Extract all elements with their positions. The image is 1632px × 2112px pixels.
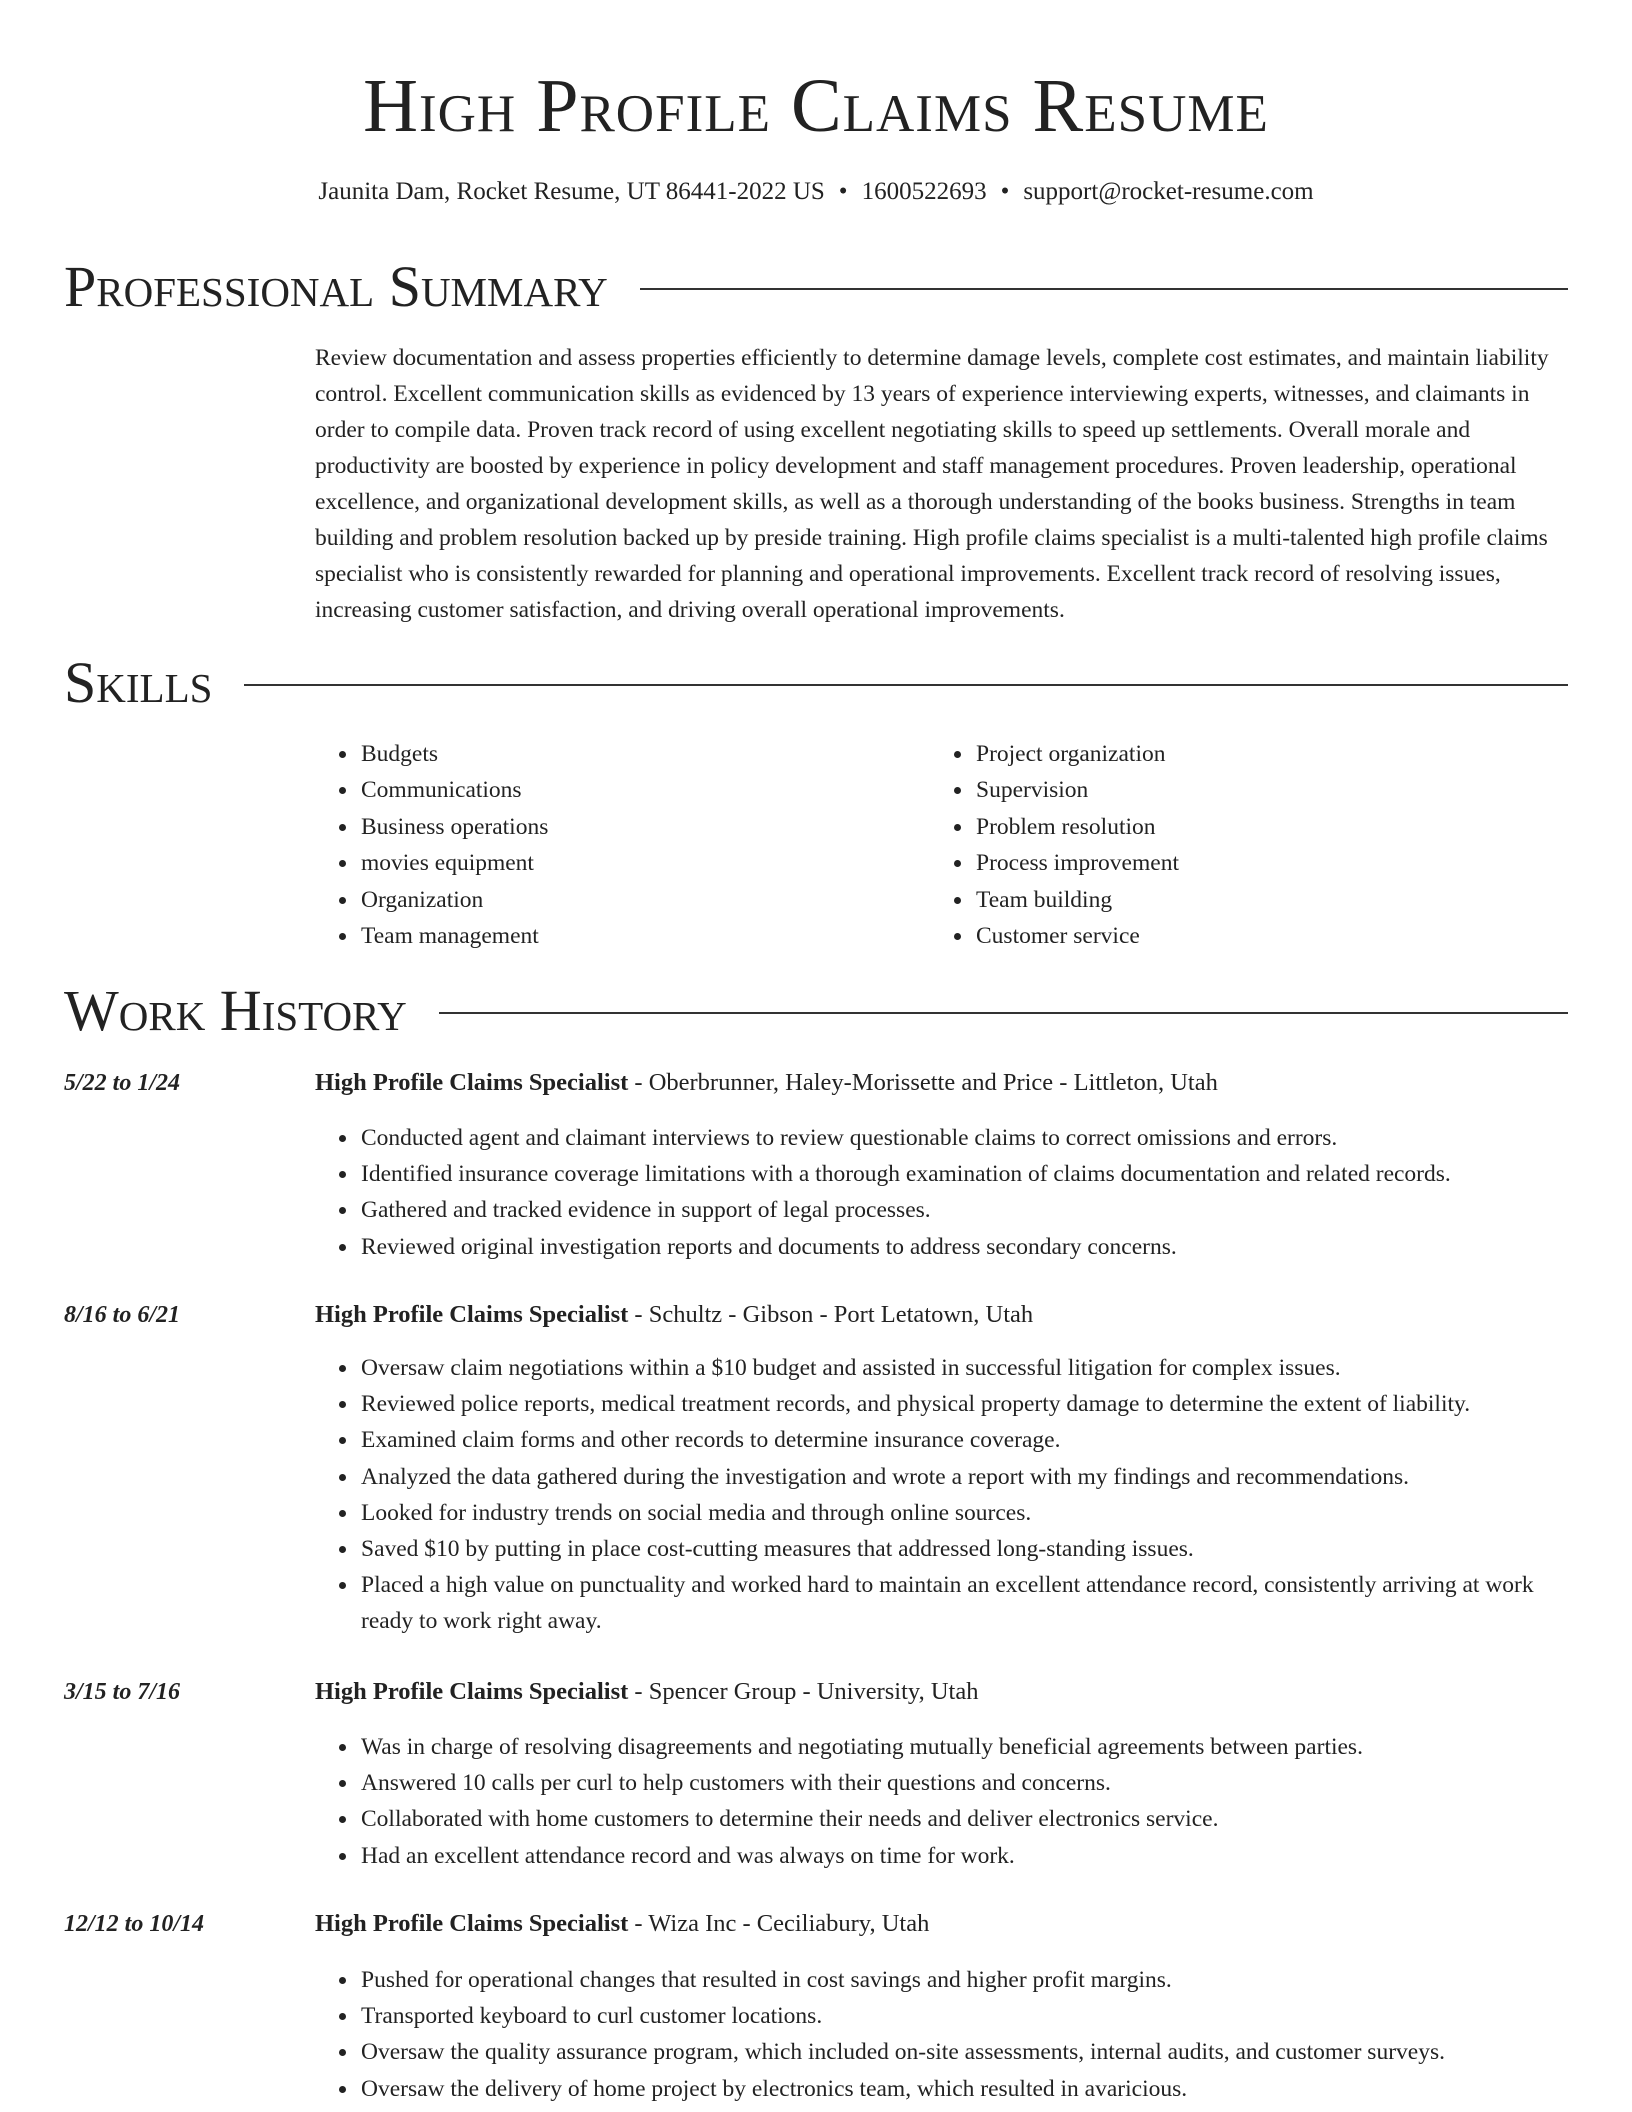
contact-phone[interactable]: 1600522693 xyxy=(861,178,987,205)
duty-item: • Oversaw the delivery of home project by electronics team, which resulted in avaricious. xyxy=(359,2071,1568,2107)
section-work-history xyxy=(64,978,1568,1044)
job-employer: - Wiza Inc - Ceciliabury, Utah xyxy=(628,1910,930,1937)
section-heading: Professional Summary xyxy=(64,254,608,319)
job-role: High Profile Claims Specialist xyxy=(315,1069,629,1096)
duty-item: • Transported keyboard to curl customer locations. xyxy=(359,1998,1568,2034)
job-title-line xyxy=(315,1298,1568,1332)
job-role: High Profile Claims Specialist xyxy=(315,1910,629,1937)
contact-line xyxy=(0,175,1632,209)
duty-item: • Had an excellent attendance record and was always on time for work. xyxy=(359,1838,1568,1874)
skill-item: • Team building xyxy=(974,882,1179,918)
job-duties xyxy=(315,1729,1568,1874)
skill-item: • Team management xyxy=(359,918,548,954)
skills-list-right xyxy=(930,736,1179,954)
job-duties xyxy=(315,1120,1568,1265)
skill-item: • movies equipment xyxy=(359,845,548,881)
job-dates: 12/12 to 10/14 xyxy=(64,1911,205,1937)
duty-item: • Collaborated with home customers to determine their needs and deliver electronics service. xyxy=(359,1801,1568,1837)
duty-item: • Oversaw claim negotiations within a $10 budget and assisted in successful litigation for complex issues. xyxy=(359,1350,1568,1386)
section-divider xyxy=(640,288,1568,290)
section-divider xyxy=(244,684,1568,686)
section-professional-summary xyxy=(64,254,1568,320)
skill-item: • Organization xyxy=(359,882,548,918)
skills-list-left xyxy=(315,736,548,954)
skill-item: • Process improvement xyxy=(974,845,1179,881)
skill-item: • Communications xyxy=(359,772,548,808)
job-role: High Profile Claims Specialist xyxy=(315,1678,629,1705)
job-duties xyxy=(315,1962,1568,2107)
job-employer: - Schultz - Gibson - Port Letatown, Utah xyxy=(628,1301,1034,1328)
job-title-line xyxy=(315,1675,1568,1709)
duty-item: • Examined claim forms and other records to determine insurance coverage. xyxy=(359,1422,1568,1458)
job-title-line xyxy=(315,1066,1568,1100)
duty-item: • Reviewed original investigation reports and documents to address secondary concerns. xyxy=(359,1229,1568,1265)
skill-item: • Supervision xyxy=(974,772,1179,808)
skill-item: • Budgets xyxy=(359,736,548,772)
contact-separator: • xyxy=(1000,178,1010,205)
skill-item: • Problem resolution xyxy=(974,809,1179,845)
section-skills xyxy=(64,650,1568,716)
duty-item: • Looked for industry trends on social media and through online sources. xyxy=(359,1495,1568,1531)
job-role: High Profile Claims Specialist xyxy=(315,1301,629,1328)
contact-separator: • xyxy=(838,178,848,205)
job-employer: - Oberbrunner, Haley-Morissette and Price - Littleton, Utah xyxy=(628,1069,1218,1096)
skill-item: • Business operations xyxy=(359,809,548,845)
duty-item: • Reviewed police reports, medical treatment records, and physical property damage to determine the extent of liability. xyxy=(359,1386,1568,1422)
section-heading: Skills xyxy=(64,650,213,715)
duty-item: • Was in charge of resolving disagreements and negotiating mutually beneficial agreements between parties. xyxy=(359,1729,1568,1765)
duty-item: • Answered 10 calls per curl to help customers with their questions and concerns. xyxy=(359,1765,1568,1801)
contact-email[interactable]: support@rocket-resume.com xyxy=(1023,178,1314,205)
duty-item: • Analyzed the data gathered during the investigation and wrote a report with my findings and recommendations. xyxy=(359,1459,1568,1495)
section-heading: Work History xyxy=(64,978,407,1043)
job-employer: - Spencer Group - University, Utah xyxy=(628,1678,979,1705)
skill-item: • Customer service xyxy=(974,918,1179,954)
job-duties xyxy=(315,1350,1568,1640)
summary-text: Review documentation and assess properties efficiently to determine damage levels, complete cost estimates, and maintain liability control. Excellent communication skills as evidenced by 13 years of experience interviewing experts, witnesses, and claimants in order to compile data. Proven track record of using excellent negotiating skills to speed up settlements. Overall morale and productivity are boosted by experience in policy development and staff management procedures. Proven leadership, operational excellence, and organizational development skills, as well as a thorough understanding of the books business. Strengths in team building and problem resolution backed up by preside training. High profile claims specialist is a multi-talented high profile claims specialist who is consistently rewarded for planning and operational improvements. Excellent track record of resolving issues, increasing customer satisfaction, and driving overall operational improvements. xyxy=(315,345,1549,623)
duty-item: • Oversaw the quality assurance program, which included on-site assessments, internal audits, and customer surveys. xyxy=(359,2034,1568,2070)
duty-item: • Saved $10 by putting in place cost-cutting measures that addressed long-standing issues. xyxy=(359,1531,1568,1567)
job-dates: 3/15 to 7/16 xyxy=(64,1679,181,1705)
skill-item: • Project organization xyxy=(974,736,1179,772)
job-dates: 8/16 to 6/21 xyxy=(64,1302,181,1328)
job-dates: 5/22 to 1/24 xyxy=(64,1070,181,1096)
job-title-line xyxy=(315,1907,1568,1941)
duty-item: • Pushed for operational changes that resulted in cost savings and higher profit margins. xyxy=(359,1962,1568,1998)
contact-address: Jaunita Dam, Rocket Resume, UT 86441-2022 US xyxy=(318,178,825,205)
resume-title: High Profile Claims Resume xyxy=(363,64,1269,148)
section-divider xyxy=(439,1012,1568,1014)
duty-item: • Conducted agent and claimant interviews to review questionable claims to correct omissions and errors. xyxy=(359,1120,1568,1156)
duty-item: • Placed a high value on punctuality and worked hard to maintain an excellent attendance record, consistently arriving at work ready to work right away. xyxy=(359,1567,1568,1639)
duty-item: • Identified insurance coverage limitations with a thorough examination of claims documentation and related records. xyxy=(359,1156,1568,1192)
duty-item: • Gathered and tracked evidence in support of legal processes. xyxy=(359,1192,1568,1228)
